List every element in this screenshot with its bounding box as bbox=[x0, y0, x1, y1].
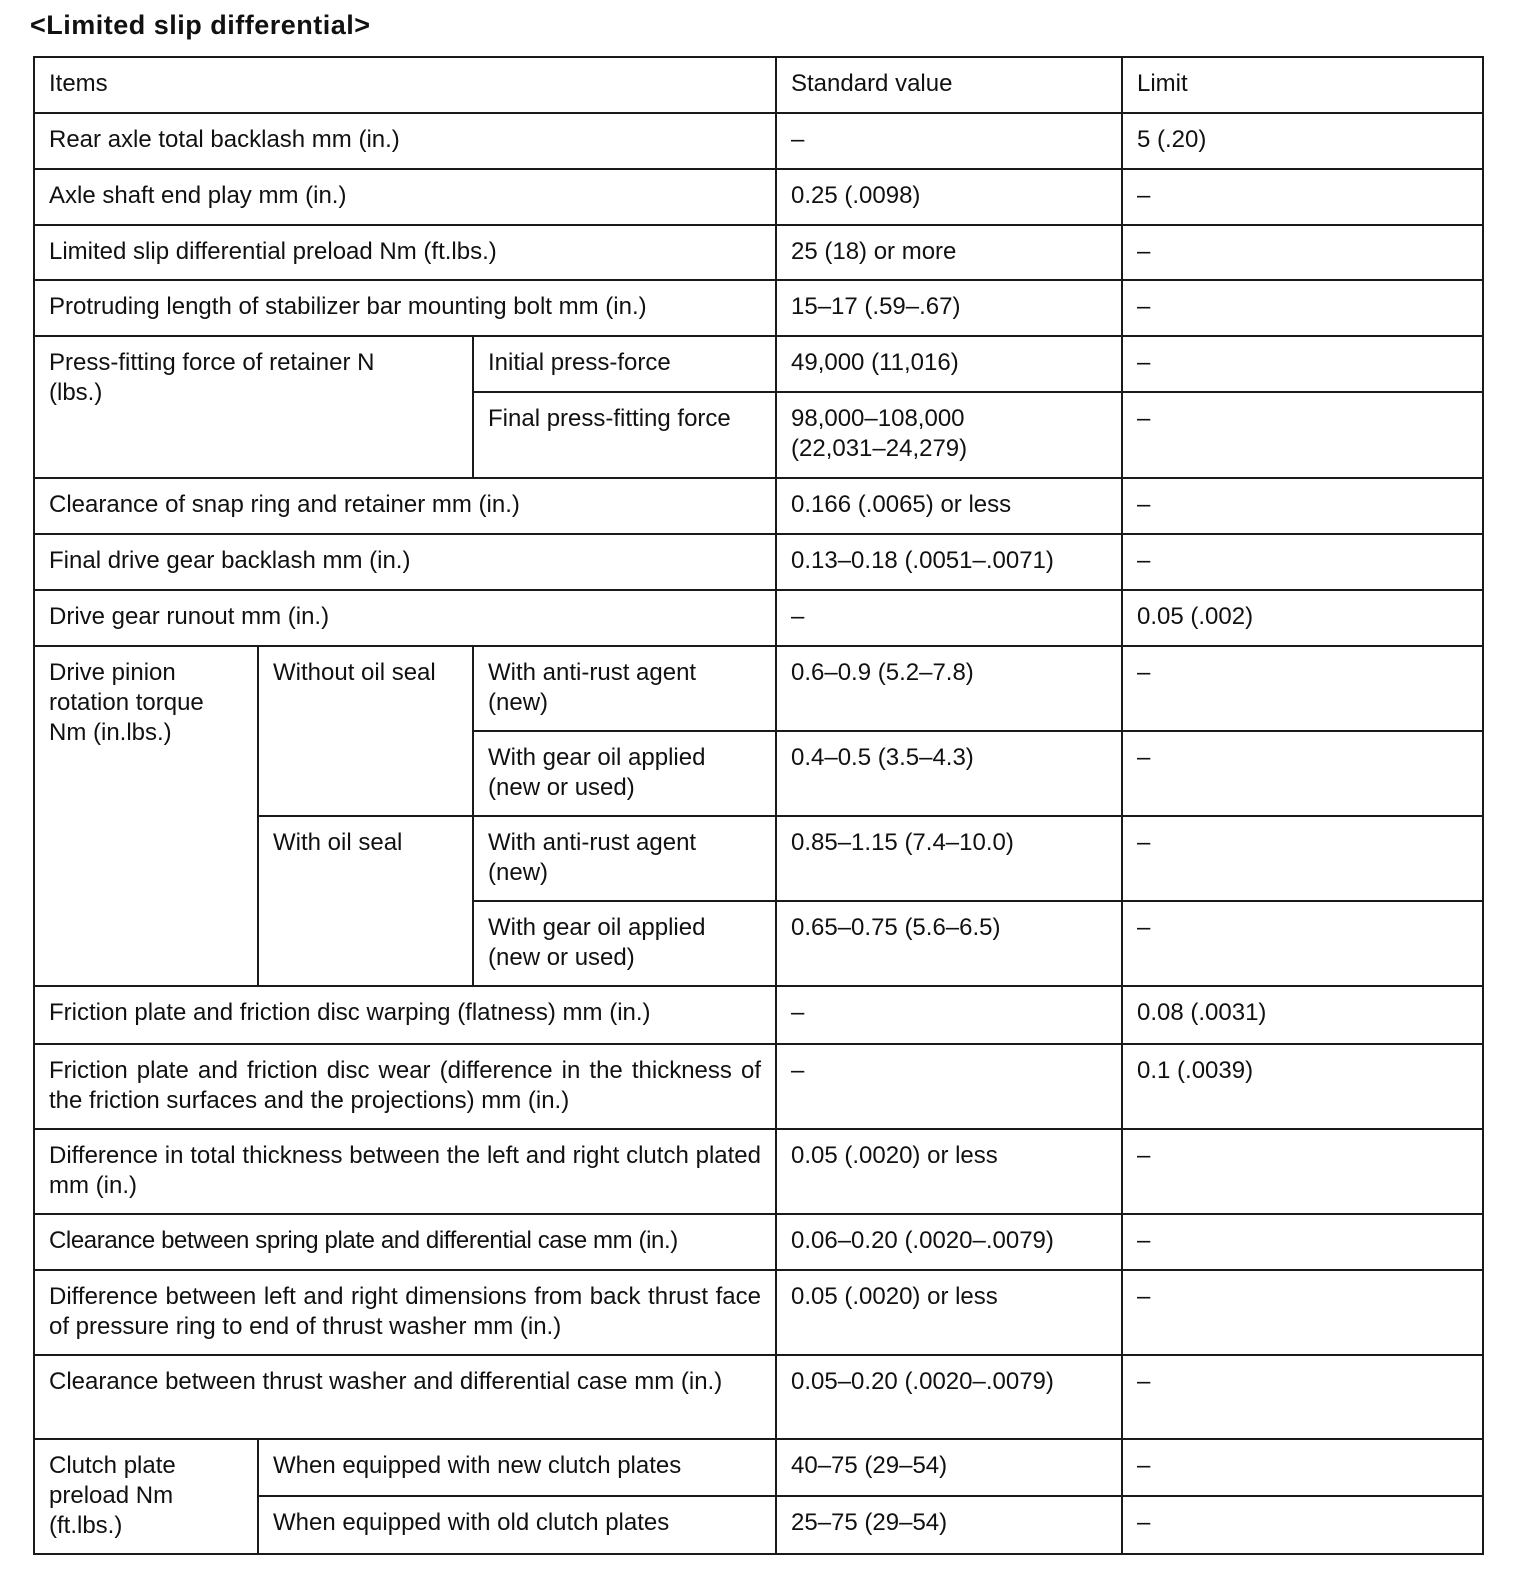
table-row bbox=[34, 1129, 1483, 1214]
table-row bbox=[34, 225, 1483, 280]
standard-cell: – bbox=[776, 590, 1122, 646]
pinion-label: Drive pinion rotation torque Nm (in.lbs.) bbox=[34, 646, 258, 986]
limit-cell: 0.08 (.0031) bbox=[1122, 986, 1483, 1044]
item-cell: Protruding length of stabilizer bar mounting bolt mm (in.) bbox=[34, 280, 776, 336]
header-standard: Standard value bbox=[776, 57, 1122, 113]
table-row bbox=[34, 336, 1483, 392]
sub-item-cell: With anti-rust agent (new) bbox=[473, 816, 776, 901]
limit-cell: – bbox=[1122, 1270, 1483, 1355]
limit-cell: – bbox=[1122, 1214, 1483, 1270]
standard-cell: – bbox=[776, 986, 1122, 1044]
item-cell: Friction plate and friction disc wear (difference in the thickness of the friction surfaces and the projections) mm (in.) bbox=[34, 1044, 776, 1129]
limit-cell: – bbox=[1122, 1439, 1483, 1496]
limit-cell: – bbox=[1122, 478, 1483, 534]
limit-cell: 0.05 (.002) bbox=[1122, 590, 1483, 646]
table-row bbox=[34, 590, 1483, 646]
table-row bbox=[34, 280, 1483, 336]
limit-cell: – bbox=[1122, 1355, 1483, 1439]
table-row bbox=[34, 1044, 1483, 1129]
item-cell: Clearance of snap ring and retainer mm (in.) bbox=[34, 478, 776, 534]
table-row bbox=[34, 646, 1483, 731]
standard-cell: 0.25 (.0098) bbox=[776, 169, 1122, 225]
table-row bbox=[34, 113, 1483, 169]
item-cell: Limited slip differential preload Nm (ft.lbs.) bbox=[34, 225, 776, 280]
table-row bbox=[34, 1214, 1483, 1270]
sub-item-cell: With gear oil applied (new or used) bbox=[473, 731, 776, 816]
standard-cell: 49,000 (11,016) bbox=[776, 336, 1122, 392]
standard-cell: 0.05–0.20 (.0020–.0079) bbox=[776, 1355, 1122, 1439]
item-cell: Clearance between thrust washer and differential case mm (in.) bbox=[34, 1355, 776, 1439]
page-title: <Limited slip differential> bbox=[30, 10, 371, 40]
limit-cell: – bbox=[1122, 280, 1483, 336]
standard-cell: 25 (18) or more bbox=[776, 225, 1122, 280]
standard-cell: 0.85–1.15 (7.4–10.0) bbox=[776, 816, 1122, 901]
limit-cell: – bbox=[1122, 646, 1483, 731]
item-cell: Axle shaft end play mm (in.) bbox=[34, 169, 776, 225]
standard-cell: 0.05 (.0020) or less bbox=[776, 1129, 1122, 1214]
sub-item-cell: When equipped with new clutch plates bbox=[258, 1439, 776, 1496]
table-row bbox=[34, 986, 1483, 1044]
spec-table bbox=[33, 56, 1484, 1555]
sub-item-cell: With gear oil applied (new or used) bbox=[473, 901, 776, 986]
item-cell: Friction plate and friction disc warping (flatness) mm (in.) bbox=[34, 986, 776, 1044]
limit-cell: – bbox=[1122, 901, 1483, 986]
standard-cell: 0.166 (.0065) or less bbox=[776, 478, 1122, 534]
table-row bbox=[34, 1439, 1483, 1496]
standard-cell: 15–17 (.59–.67) bbox=[776, 280, 1122, 336]
table-row bbox=[34, 478, 1483, 534]
standard-cell: 25–75 (29–54) bbox=[776, 1496, 1122, 1554]
standard-cell: 0.06–0.20 (.0020–.0079) bbox=[776, 1214, 1122, 1270]
standard-cell: 0.05 (.0020) or less bbox=[776, 1270, 1122, 1355]
limit-cell: – bbox=[1122, 392, 1483, 478]
limit-cell: – bbox=[1122, 336, 1483, 392]
pinion-group-label: With oil seal bbox=[258, 816, 473, 986]
sub-item-cell: With anti-rust agent (new) bbox=[473, 646, 776, 731]
header-limit: Limit bbox=[1122, 57, 1483, 113]
pinion-group-label: Without oil seal bbox=[258, 646, 473, 816]
standard-cell: 0.65–0.75 (5.6–6.5) bbox=[776, 901, 1122, 986]
item-cell: Drive gear runout mm (in.) bbox=[34, 590, 776, 646]
standard-cell: – bbox=[776, 113, 1122, 169]
item-cell: Difference between left and right dimensions from back thrust face of pressure ring to end of thrust washer mm (in.) bbox=[34, 1270, 776, 1355]
table-row bbox=[34, 534, 1483, 590]
item-cell: Clearance between spring plate and differential case mm (in.) bbox=[34, 1214, 776, 1270]
limit-cell: 5 (.20) bbox=[1122, 113, 1483, 169]
limit-cell: – bbox=[1122, 816, 1483, 901]
header-items: Items bbox=[34, 57, 776, 113]
item-cell: Difference in total thickness between the left and right clutch plated mm (in.) bbox=[34, 1129, 776, 1214]
limit-cell: 0.1 (.0039) bbox=[1122, 1044, 1483, 1129]
clutch-label: Clutch plate preload Nm (ft.lbs.) bbox=[34, 1439, 258, 1554]
standard-cell: 0.13–0.18 (.0051–.0071) bbox=[776, 534, 1122, 590]
standard-cell: 98,000–108,000 (22,031–24,279) bbox=[776, 392, 1122, 478]
table-row bbox=[34, 1270, 1483, 1355]
limit-cell: – bbox=[1122, 225, 1483, 280]
header-row bbox=[34, 57, 1483, 113]
press-fit-label: Press-fitting force of retainer N (lbs.) bbox=[34, 336, 473, 478]
limit-cell: – bbox=[1122, 731, 1483, 816]
standard-cell: 40–75 (29–54) bbox=[776, 1439, 1122, 1496]
standard-cell: 0.4–0.5 (3.5–4.3) bbox=[776, 731, 1122, 816]
table-row bbox=[34, 1355, 1483, 1439]
limit-cell: – bbox=[1122, 1496, 1483, 1554]
item-cell: Final drive gear backlash mm (in.) bbox=[34, 534, 776, 590]
limit-cell: – bbox=[1122, 1129, 1483, 1214]
sub-item-cell: Final press-fitting force bbox=[473, 392, 776, 478]
limit-cell: – bbox=[1122, 169, 1483, 225]
item-cell: Rear axle total backlash mm (in.) bbox=[34, 113, 776, 169]
standard-cell: 0.6–0.9 (5.2–7.8) bbox=[776, 646, 1122, 731]
table-row bbox=[34, 169, 1483, 225]
standard-cell: – bbox=[776, 1044, 1122, 1129]
sub-item-cell: Initial press-force bbox=[473, 336, 776, 392]
sub-item-cell: When equipped with old clutch plates bbox=[258, 1496, 776, 1554]
limit-cell: – bbox=[1122, 534, 1483, 590]
